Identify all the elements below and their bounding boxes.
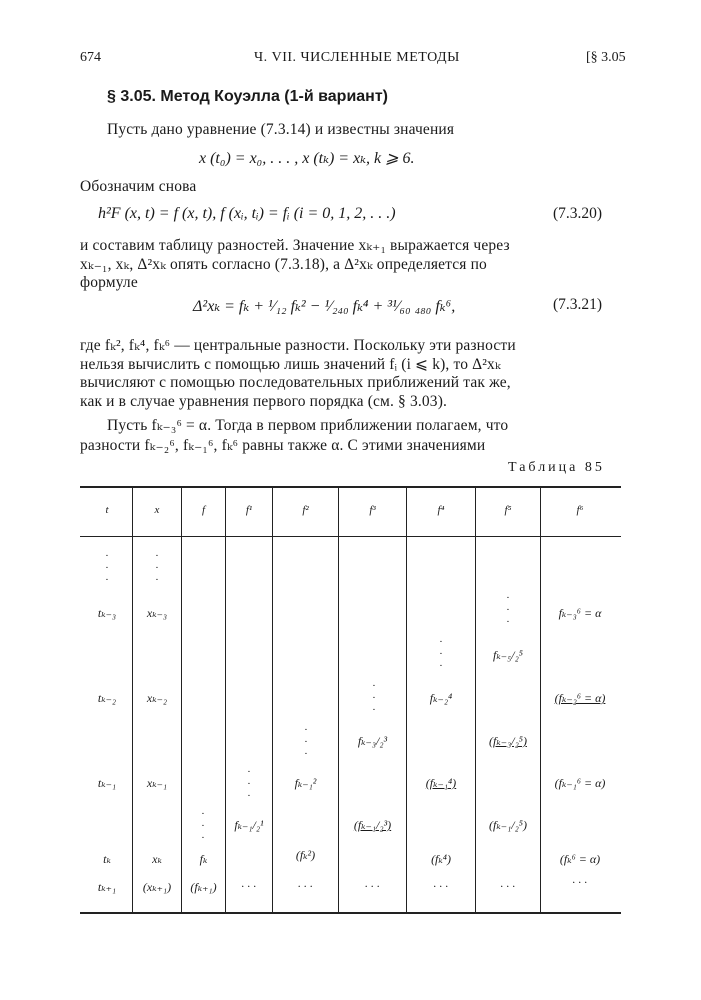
vertical-ellipsis: · · · [155,550,159,586]
cell-f3-k-half: (fₖ₋₁/₂³) [353,818,392,832]
paragraph-3-line-2: xₖ₋₁, xₖ, Δ²xₖ опять согласно (7.3.18), а Δ²xₖ определяется по [80,256,487,273]
column-header-f4: f⁴ [437,504,445,516]
cell-ellipsis: . . . [500,876,516,890]
vertical-ellipsis: · · · [304,724,308,760]
column-header-f6: f⁶ [576,504,584,516]
vertical-ellipsis: · · · [201,808,205,844]
running-head: Ч. VII. ЧИСЛЕННЫЕ МЕТОДЫ [254,50,460,65]
cell-f3-k-3half: fₖ₋₃/₂³ [357,734,388,748]
column-header-f: f [201,504,206,516]
column-header-f5: f⁵ [504,504,512,516]
paragraph-1: Пусть дано уравнение (7.3.14) и известны значения [107,121,455,138]
cell-x-k-3: xₖ₋₃ [146,606,168,620]
paragraph-5-line-2: разности fₖ₋₂⁶, fₖ₋₁⁶, fₖ⁶ равны также α. С этими значениями [80,437,486,454]
paragraph-4-line-1: где fₖ², fₖ⁴, fₖ⁶ — центральные разности. Поскольку эти разности [80,337,516,354]
column-header-f3: f³ [369,504,376,516]
paragraph-4-line-3: вычисляют с помощью последовательных приближений так же, [80,374,511,391]
cell-f1-k-half: fₖ₋₁/₂¹ [234,818,264,832]
cell-x-k: xₖ [152,852,162,866]
cell-t-k+1: tₖ₊₁ [97,880,117,894]
table-caption: Таблица 85 [508,460,605,475]
cell-f5-k-5half: fₖ₋₅/₂⁵ [493,648,523,662]
paragraph-4-line-4: как и в случае уравнения первого порядка (см. § 3.03). [80,393,448,410]
vertical-ellipsis: · · · [105,550,109,586]
vertical-ellipsis: · · · [506,592,510,628]
cell-f6-k-3: fₖ₋₃⁶ = α [558,606,602,620]
table-column-divider [475,487,476,912]
vertical-ellipsis: · · · [247,766,251,802]
equation-2-number: (7.3.20) [553,205,603,222]
table-column-divider [181,487,182,912]
paragraph-5-line-1: Пусть fₖ₋₃⁶ = α. Тогда в первом приближении полагаем, что [107,417,509,434]
cell-f2-k-1: fₖ₋₁² [294,776,317,790]
cell-f4-k: (fₖ⁴) [431,852,451,866]
cell-f5-k-3half: (fₖ₋₃/₂⁵) [489,734,527,748]
cell-f6-k-1: (fₖ₋₁⁶ = α) [554,776,606,790]
cell-f2-k: (fₖ²) [295,848,316,862]
cell-ellipsis: . . . [241,876,257,890]
equation-3: Δ²xₖ = fₖ + ¹⁄₁₂ fₖ² − ¹⁄₂₄₀ fₖ⁴ + ³¹⁄₆₀ ₄₈₀ fₖ⁶, [193,298,456,315]
column-header-x: x [154,504,160,516]
column-header-t: t [105,504,109,516]
table-column-divider [338,487,339,912]
cell-f5-k-half: (fₖ₋₁/₂⁵) [489,818,527,832]
equation-3-number: (7.3.21) [553,296,603,313]
cell-f4-k-1: (fₖ₋₁⁴) [425,776,457,790]
cell-x-k-2: xₖ₋₂ [146,691,168,705]
paragraph-4-line-2: нельзя вычислить с помощью лишь значений fᵢ (i ⩽ k), то Δ²xₖ [80,356,501,373]
cell-t-k-2: tₖ₋₂ [97,691,117,705]
paragraph-3-line-3: формуле [80,274,138,291]
section-title: § 3.05. Метод Коуэлла (1-й вариант) [107,88,388,105]
cell-x-k+1: (xₖ₊₁) [142,880,172,894]
cell-f6-k-2: (fₖ₋₂⁶ = α) [554,691,606,705]
cell-f6-k: (fₖ⁶ = α) [559,852,601,866]
column-header-f1: f¹ [245,504,253,516]
cell-ellipsis: . . . [365,876,380,890]
cell-x-k-1: xₖ₋₁ [146,776,168,790]
table-column-divider [225,487,226,912]
page-number: 674 [80,50,101,65]
paragraph-2: Обозначим снова [80,178,197,195]
cell-f4-k-2: fₖ₋₂⁴ [429,691,453,705]
vertical-ellipsis: · · · [439,636,443,672]
cell-f-k+1: (fₖ₊₁) [190,880,217,894]
cell-ellipsis: . . . [572,872,588,886]
cell-f-k: fₖ [199,852,208,866]
column-header-f2: f² [302,504,309,516]
cell-ellipsis: . . . [298,876,313,890]
table-bottom-rule [80,912,621,914]
vertical-ellipsis: · · · [372,680,376,716]
section-ref: [§ 3.05 [586,50,626,65]
cell-ellipsis: . . . [433,876,449,890]
cell-t-k: tₖ [103,852,111,866]
cell-t-k-3: tₖ₋₃ [97,606,117,620]
equation-2: h²F (x, t) = f (x, t), f (xᵢ, tᵢ) = fᵢ (i = 0, 1, 2, . . .) [98,205,396,222]
paragraph-3-line-1: и составим таблицу разностей. Значение xₖ₊₁ выражается через [80,237,510,254]
equation-1: x (t₀) = x₀, . . . , x (tₖ) = xₖ, k ⩾ 6. [199,150,415,167]
cell-t-k-1: tₖ₋₁ [97,776,117,790]
